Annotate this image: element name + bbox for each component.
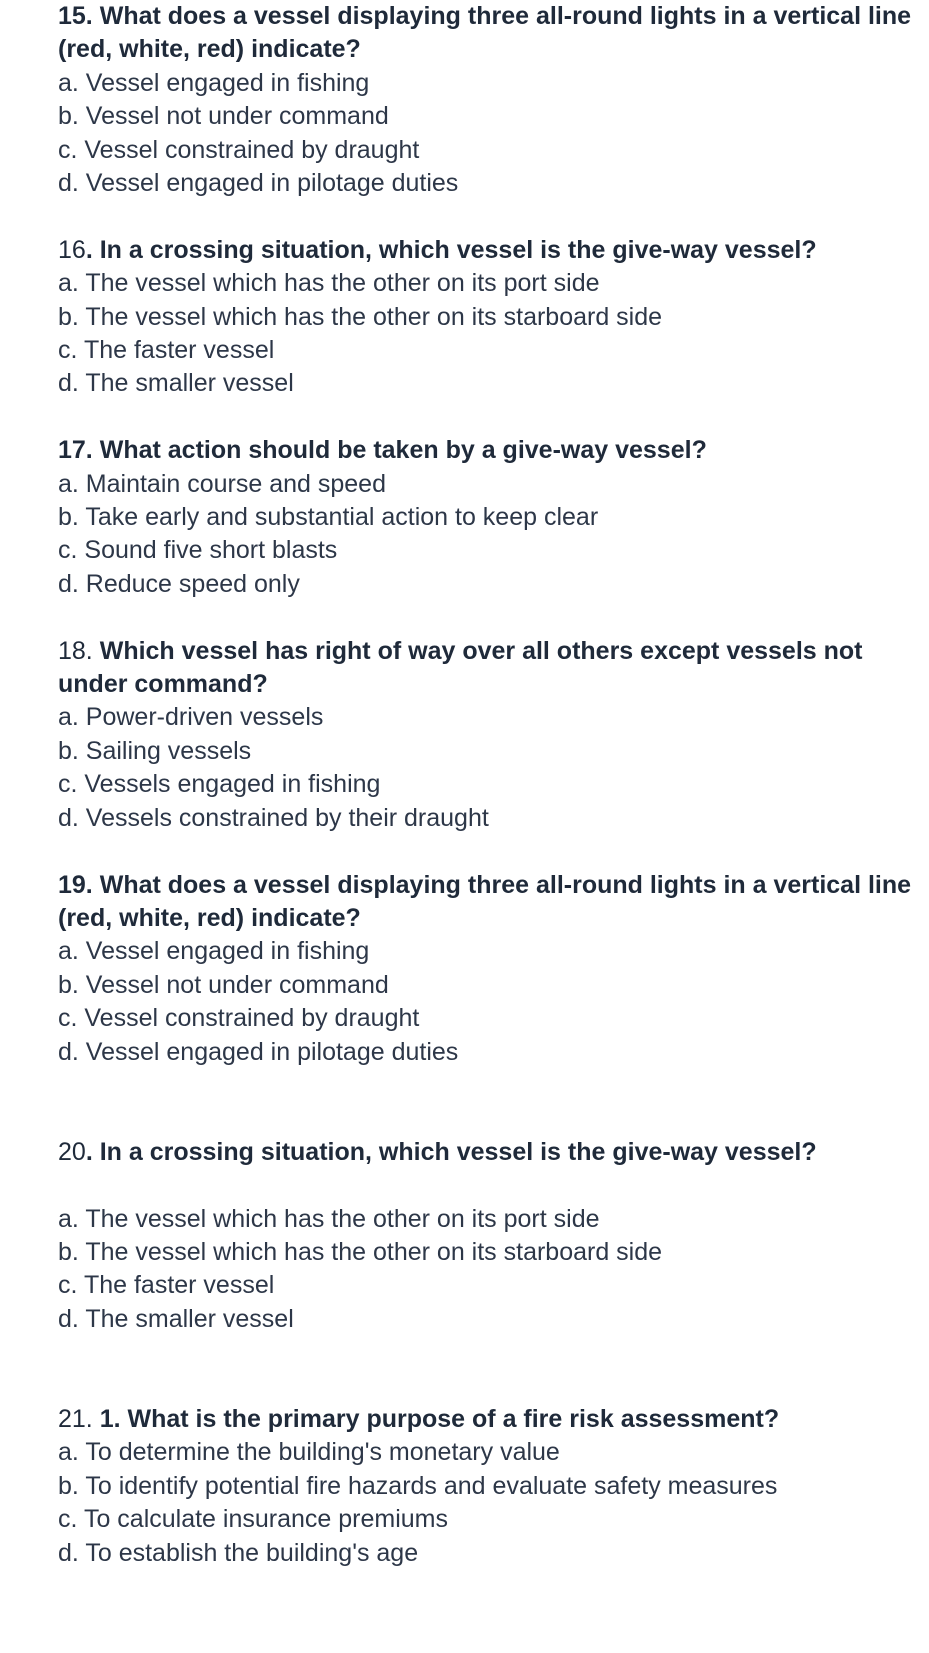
question-19 [58, 869, 918, 1069]
option-b: b. Sailing vessels [58, 736, 252, 765]
option-a: a. Vessel engaged in fishing [58, 68, 370, 97]
option-c: c. Vessels engaged in fishing [58, 770, 381, 799]
question-text [58, 869, 918, 936]
question-18 [58, 635, 918, 835]
option-d: d. To establish the building's age [58, 1538, 419, 1567]
question-text [58, 1403, 918, 1436]
question-number: 16 [58, 235, 86, 264]
spacer [58, 200, 918, 233]
question-21 [58, 1403, 918, 1570]
option-a: a. Power-driven vessels [58, 703, 324, 732]
option-d: d. Vessel engaged in pilotage duties [58, 169, 459, 198]
question-text [58, 0, 918, 67]
option-d: d. Vessels constrained by their draught [58, 803, 489, 832]
spacer [58, 835, 918, 868]
question-number: 21. [58, 1404, 93, 1433]
option-c: c. Vessel constrained by draught [58, 1004, 420, 1033]
question-prompt: . In a crossing situation, which vessel is the give-way vessel? [85, 1137, 817, 1166]
option-c: c. The faster vessel [58, 336, 275, 365]
question-text [58, 234, 918, 267]
option-a: a. Vessel engaged in fishing [58, 937, 370, 966]
spacer [58, 1336, 918, 1403]
question-prompt: 1. What is the primary purpose of a fire risk assessment? [99, 1404, 780, 1433]
option-d: d. Vessel engaged in pilotage duties [58, 1037, 459, 1066]
question-text [58, 434, 918, 467]
question-number: 18. [58, 636, 93, 665]
question-prompt: What does a vessel displaying three all-round lights in a vertical line (red, white, red) indicate? [58, 870, 912, 932]
question-number: 15. [58, 2, 93, 30]
spacer [58, 1169, 918, 1202]
spacer [58, 401, 918, 434]
quiz-document [58, 0, 918, 1570]
option-b: b. The vessel which has the other on its starboard side [58, 1237, 663, 1266]
question-number: 17. [58, 436, 93, 465]
option-b: b. Vessel not under command [58, 102, 389, 131]
option-a: a. To determine the building's monetary value [58, 1438, 560, 1467]
option-d: d. The smaller vessel [58, 1304, 294, 1333]
question-prompt: . In a crossing situation, which vessel is the give-way vessel? [85, 235, 817, 264]
option-c: c. To calculate insurance premiums [58, 1505, 448, 1534]
question-text [58, 1136, 918, 1169]
option-d: d. Reduce speed only [58, 569, 300, 598]
option-c: c. Vessel constrained by draught [58, 135, 420, 164]
spacer [58, 1069, 918, 1136]
option-a: a. Maintain course and speed [58, 469, 386, 498]
option-b: b. Take early and substantial action to keep clear [58, 503, 599, 532]
question-prompt: What does a vessel displaying three all-round lights in a vertical line (red, white, red) indicate? [58, 2, 912, 64]
option-c: c. The faster vessel [58, 1271, 275, 1300]
question-number: 20 [58, 1137, 86, 1166]
option-b: b. The vessel which has the other on its starboard side [58, 302, 663, 331]
question-16 [58, 234, 918, 401]
question-prompt: What action should be taken by a give-way vessel? [99, 436, 707, 465]
option-b: b. Vessel not under command [58, 970, 389, 999]
question-number: 19. [58, 870, 93, 899]
spacer [58, 601, 918, 634]
question-15 [58, 0, 918, 200]
option-c: c. Sound five short blasts [58, 536, 338, 565]
question-text [58, 635, 918, 702]
option-b: b. To identify potential fire hazards and evaluate safety measures [58, 1471, 778, 1500]
question-20 [58, 1136, 918, 1336]
question-17 [58, 434, 918, 601]
option-a: a. The vessel which has the other on its port side [58, 1204, 600, 1233]
option-d: d. The smaller vessel [58, 369, 294, 398]
option-a: a. The vessel which has the other on its port side [58, 269, 600, 298]
question-prompt: Which vessel has right of way over all others except vessels not under command? [58, 636, 863, 699]
